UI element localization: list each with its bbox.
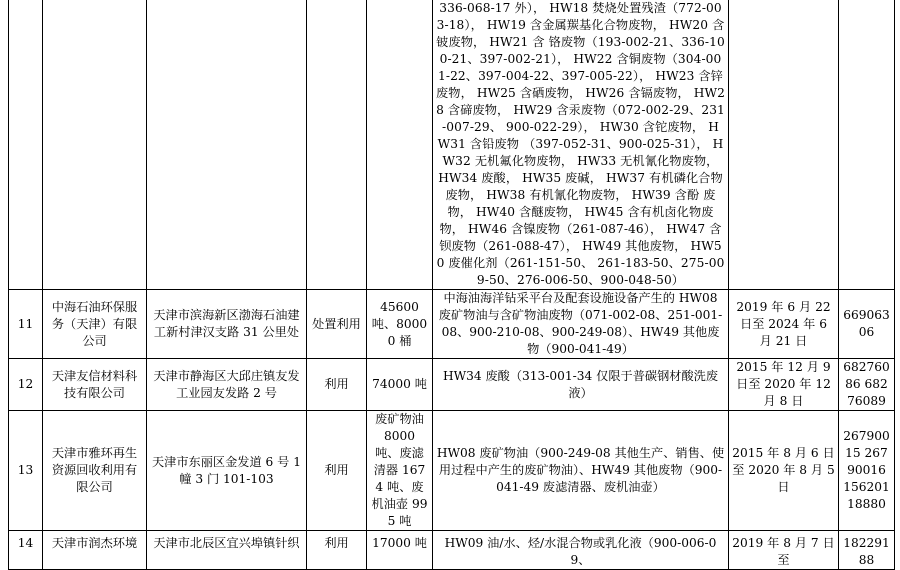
waste-cell: 中海油海洋钻采平台及配套设施设备产生的 HW08 废矿物油与含矿物油废物（071-002-08、251-001-08、900-210-08、900-249-08）、HW49 其他废物（900-041-49） <box>433 290 729 359</box>
waste-line: 废物， HW40 含醚废物， HW45 含有机卤化物废物， HW46 <box>439 188 716 236</box>
no-cell: 14 <box>9 531 43 570</box>
capacity-cell <box>367 0 433 290</box>
table-row-continued <box>9 0 895 290</box>
validity-cell: 2019 年 6 月 22 日至 2024 年 6 月 21 日 <box>729 290 839 359</box>
waste-cell: HW08 废矿物油（900-249-08 其他生产、销售、使用过程中产生的废矿物油）、HW49 其他废物（900-041-49 废滤清器、废机油壶） <box>433 411 729 531</box>
phone-cell: 66906306 <box>839 290 895 359</box>
validity-cell: 2015 年 12 月 9 日至 2020 年 12 月 8 日 <box>729 359 839 411</box>
capacity-cell: 17000 吨 <box>367 531 433 570</box>
table-row <box>9 359 895 411</box>
address-cell: 天津市北辰区宜兴埠镇针织 <box>147 531 307 570</box>
waste-line: HW19 含金属羰基化合物废物， HW20 含铍废物， HW21 含 <box>436 18 725 49</box>
waste-cell: HW09 油/水、烃/水混合物或乳化液（900-006-09、 <box>433 531 729 570</box>
waste-line: 含铜废物（304-001-22、397-004-22、397-005-22）， <box>438 52 722 83</box>
table-row <box>9 531 895 570</box>
capacity-cell: 74000 吨 <box>367 359 433 411</box>
company-cell: 天津市润杰环境 <box>43 531 147 570</box>
waste-line: 261-183-50、275-009-50、276-006-50、900-048-50） <box>476 256 725 287</box>
waste-line: HW23 含锌废物， HW25 含硒废物， HW26 含镉废物， HW28 <box>436 69 725 117</box>
waste-line: （397-052-31、900-025-31）， HW32 无机氟化物废物， <box>442 137 724 168</box>
no-cell: 12 <box>9 359 43 411</box>
phone-cell: 18229188 <box>839 531 895 570</box>
waste-line: 900-022-29）， HW30 含铊废物， HW31 含铅废物 <box>437 120 719 151</box>
capacity-cell: 45600 吨、80000 桶 <box>367 290 433 359</box>
waste-line: HW33 无机氰化物废物， HW34 废酸， HW35 废碱， HW37 <box>438 154 719 185</box>
company-cell: 天津友信材料科技有限公司 <box>43 359 147 411</box>
method-cell: 利用 <box>307 359 367 411</box>
table-row <box>9 290 895 359</box>
phone-cell: 68276086 68276089 <box>839 359 895 411</box>
method-cell: 利用 <box>307 531 367 570</box>
no-cell: 13 <box>9 411 43 531</box>
company-cell <box>43 0 147 290</box>
validity-cell <box>729 0 839 290</box>
phone-cell <box>839 0 895 290</box>
method-cell: 利用 <box>307 411 367 531</box>
hazardous-waste-license-table <box>8 0 895 570</box>
address-cell: 天津市静海区大邱庄镇友发工业园友发路 2 号 <box>147 359 307 411</box>
waste-cell: HW34 废酸（313-001-34 仅限于普碳钢材酸洗废液） <box>433 359 729 411</box>
validity-cell: 2019 年 8 月 7 日至 <box>729 531 839 570</box>
company-cell: 中海石油环保服务（天津）有限公司 <box>43 290 147 359</box>
address-cell <box>147 0 307 290</box>
method-cell <box>307 0 367 290</box>
no-cell <box>9 0 43 290</box>
waste-line: HW49 其他废物， HW50 废催化剂（261-151-50、 <box>436 239 722 270</box>
address-cell: 天津市东丽区金发道 6 号 1 幢 3 门 101-103 <box>147 411 307 531</box>
waste-cell <box>433 0 729 290</box>
validity-cell: 2015 年 8 月 6 日至 2020 年 8 月 5 日 <box>729 411 839 531</box>
waste-line: 336-068-17 外）， HW18 焚烧处置残渣（772-003-18）， <box>436 1 722 32</box>
waste-line: 有机磷化合物废物， HW38 有机氰化物废物， HW39 含酚 <box>445 171 723 202</box>
waste-line: 含碲废物， HW29 含汞废物（072-002-29、231-007-29、 <box>442 103 725 134</box>
no-cell: 11 <box>9 290 43 359</box>
table-row <box>9 411 895 531</box>
phone-cell: 26790015 26790016 15620118880 <box>839 411 895 531</box>
address-cell: 天津市滨海新区渤海石油建工新村津汉支路 31 公里处 <box>147 290 307 359</box>
method-cell: 处置利用 <box>307 290 367 359</box>
capacity-cell: 废矿物油 8000 吨、废滤清器 1674 吨、废机油壶 995 吨 <box>367 411 433 531</box>
company-cell: 天津市雅环再生资源回收利用有限公司 <box>43 411 147 531</box>
waste-line: 铬废物（193-002-21、336-100-21、397-002-21）， HW22 <box>439 35 725 66</box>
waste-line: 含镍废物（261-087-46）， HW47 含钡废物（261-088-47）， <box>439 222 722 253</box>
